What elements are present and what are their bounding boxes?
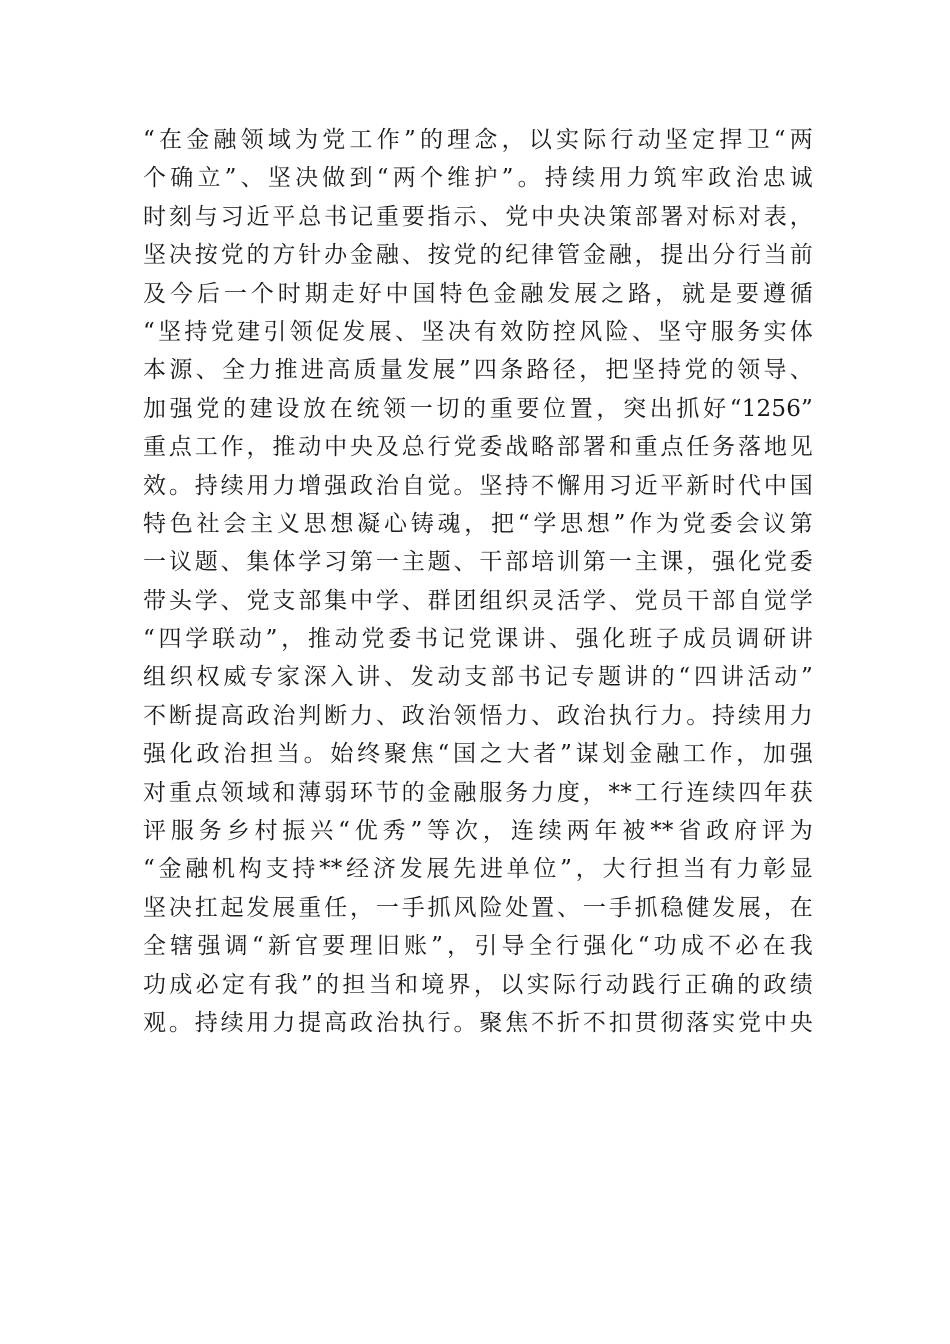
body-paragraph: [143, 121, 813, 1042]
text-line: 对重点领域和薄弱环节的金融服务力度，**工行连续四年获: [143, 779, 813, 806]
text-line: “四学联动”，推动党委书记党课讲、强化班子成员调研讲: [143, 626, 813, 653]
text-line: 及今后一个时期走好中国特色金融发展之路，就是要遵循: [143, 280, 813, 307]
text-line: 坚决扛起发展重任，一手抓风险处置、一手抓稳健发展，在: [143, 894, 813, 921]
text-line: 重点工作，推动中央及总行党委战略部署和重点任务落地见: [143, 434, 813, 461]
text-line: “坚持党建引领促发展、坚决有效防控风险、坚守服务实体: [143, 318, 813, 345]
text-line: 坚决按党的方针办金融、按党的纪律管金融，提出分行当前: [143, 242, 813, 269]
text-line: 强化政治担当。始终聚焦“国之大者”谋划金融工作，加强: [143, 741, 813, 768]
text-line: 不断提高政治判断力、政治领悟力、政治执行力。持续用力: [143, 702, 813, 729]
text-line: 个确立”、坚决做到“两个维护”。持续用力筑牢政治忠诚: [143, 165, 813, 192]
text-line: 观。持续用力提高政治执行。聚焦不折不扣贯彻落实党中央: [143, 1009, 813, 1036]
text-line: 一议题、集体学习第一主题、干部培训第一主课，强化党委: [143, 549, 813, 576]
text-line: 加强党的建设放在统领一切的重要位置，突出抓好“1256”: [143, 395, 813, 422]
text-line: 带头学、党支部集中学、群团组织灵活学、党员干部自觉学: [143, 587, 813, 614]
text-line: 效。持续用力增强政治自觉。坚持不懈用习近平新时代中国: [143, 472, 813, 499]
text-line: 功成必定有我”的担当和境界，以实际行动践行正确的政绩: [143, 971, 813, 998]
text-line: 组织权威专家深入讲、发动支部书记专题讲的“四讲活动”: [143, 664, 813, 691]
text-line: 全辖强调“新官要理旧账”，引导全行强化“功成不必在我: [143, 933, 813, 960]
text-line: 时刻与习近平总书记重要指示、党中央决策部署对标对表，: [143, 203, 813, 230]
text-line: 特色社会主义思想凝心铸魂，把“学思想”作为党委会议第: [143, 510, 813, 537]
text-line: 评服务乡村振兴“优秀”等次，连续两年被**省政府评为: [143, 818, 813, 845]
text-line: 本源、全力推进高质量发展”四条路径，把坚持党的领导、: [143, 357, 813, 384]
text-line: “在金融领域为党工作”的理念，以实际行动坚定捍卫“两: [143, 127, 813, 153]
text-line: “金融机构支持**经济发展先进单位”，大行担当有力彰显: [143, 856, 813, 883]
